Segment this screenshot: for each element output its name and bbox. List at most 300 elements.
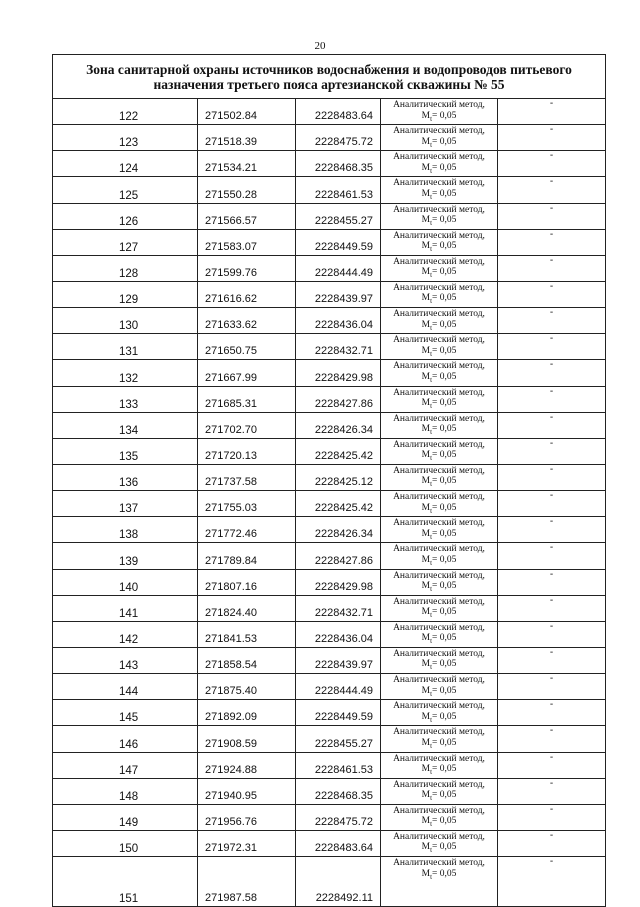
x-coordinate-cell: 271892.09 [198,700,296,726]
point-number-cell: 146 [53,726,198,752]
y-coordinate-cell: 2228455.27 [296,203,381,229]
method-cell [381,543,498,569]
accuracy-value: = 0,05 [432,816,457,827]
accuracy-value: = 0,05 [432,162,457,173]
point-number-cell: 148 [53,778,198,804]
accuracy-symbol: М [421,371,431,382]
x-coordinate-cell: 271550.28 [198,177,296,203]
accuracy-symbol: М [421,685,431,696]
y-coordinate-cell: 2228475.72 [296,125,381,151]
method-name: Аналитический метод, [393,230,485,241]
x-coordinate-cell: 271875.40 [198,674,296,700]
point-number-cell: 123 [53,125,198,151]
table-row [53,700,606,726]
accuracy-subscript: t [430,767,433,776]
accuracy-value: = 0,05 [432,659,457,670]
method-name: Аналитический метод, [393,622,485,633]
extra-cell: - [498,360,606,386]
method-name: Аналитический метод, [393,779,485,790]
y-coordinate-cell: 2228432.71 [296,334,381,360]
x-coordinate-cell: 271755.03 [198,491,296,517]
x-coordinate-cell: 271841.53 [198,621,296,647]
accuracy-subscript: t [430,558,433,567]
table-row [53,647,606,673]
extra-cell: - [498,491,606,517]
accuracy-symbol: М [421,607,431,618]
method-cell [381,700,498,726]
extra-cell: - [498,726,606,752]
accuracy-subscript: t [430,271,433,280]
method-name: Аналитический метод, [393,282,485,293]
extra-cell: - [498,464,606,490]
accuracy-value: = 0,05 [432,241,457,252]
accuracy-subscript: t [430,820,433,829]
accuracy-subscript: t [430,532,433,541]
method-cell [381,203,498,229]
accuracy-symbol: М [421,188,431,199]
method-name: Аналитический метод, [393,413,485,424]
accuracy-value: = 0,05 [432,581,457,592]
page-number: 20 [314,40,326,52]
accuracy-subscript: t [430,401,433,410]
y-coordinate-cell: 2228449.59 [296,700,381,726]
x-coordinate-cell: 271858.54 [198,647,296,673]
table-row [53,438,606,464]
y-coordinate-cell: 2228444.49 [296,674,381,700]
accuracy-subscript: t [430,611,433,620]
x-coordinate-cell: 271737.58 [198,464,296,490]
method-name: Аналитический метод, [393,544,485,555]
extra-cell: - [498,412,606,438]
method-cell [381,360,498,386]
method-name: Аналитический метод, [393,256,485,267]
point-number-cell: 134 [53,412,198,438]
table-row [53,229,606,255]
accuracy-subscript: t [430,715,433,724]
y-coordinate-cell: 2228444.49 [296,255,381,281]
method-accuracy [381,372,497,385]
x-coordinate-cell: 271940.95 [198,778,296,804]
y-coordinate-cell: 2228483.64 [296,99,381,125]
point-number-cell: 129 [53,281,198,307]
accuracy-symbol: М [421,816,431,827]
y-coordinate-cell: 2228426.34 [296,412,381,438]
accuracy-subscript: t [430,872,433,881]
accuracy-value: = 0,05 [432,110,457,121]
x-coordinate-cell: 271720.13 [198,438,296,464]
accuracy-value: = 0,05 [432,424,457,435]
method-cell [381,569,498,595]
method-accuracy [381,503,497,516]
x-coordinate-cell: 271599.76 [198,255,296,281]
method-cell [381,281,498,307]
method-accuracy [381,790,497,803]
method-name: Аналитический метод, [393,753,485,764]
table-row [53,778,606,804]
y-coordinate-cell: 2228425.42 [296,491,381,517]
method-accuracy [381,398,497,411]
accuracy-subscript: t [430,166,433,175]
table-row [53,334,606,360]
point-number-cell: 135 [53,438,198,464]
x-coordinate-cell: 271789.84 [198,543,296,569]
point-number-cell: 151 [53,857,198,907]
extra-cell: - [498,334,606,360]
method-cell [381,830,498,856]
y-coordinate-cell: 2228436.04 [296,621,381,647]
method-cell [381,647,498,673]
accuracy-value: = 0,05 [432,607,457,618]
accuracy-value: = 0,05 [432,398,457,409]
accuracy-value: = 0,05 [432,790,457,801]
x-coordinate-cell: 271566.57 [198,203,296,229]
table-row [53,308,606,334]
method-accuracy [381,163,497,176]
method-name: Аналитический метод, [393,100,485,110]
method-cell [381,308,498,334]
table-row [53,857,606,907]
table-row [53,177,606,203]
table-row [53,595,606,621]
point-number-cell: 138 [53,517,198,543]
y-coordinate-cell: 2228468.35 [296,151,381,177]
method-name: Аналитический метод, [393,309,485,320]
accuracy-value: = 0,05 [432,267,457,278]
accuracy-subscript: t [430,480,433,489]
x-coordinate-cell: 271956.76 [198,804,296,830]
y-coordinate-cell: 2228439.97 [296,281,381,307]
accuracy-subscript: t [430,663,433,672]
extra-cell: - [498,778,606,804]
y-coordinate-cell: 2228475.72 [296,804,381,830]
accuracy-subscript: t [430,506,433,515]
x-coordinate-cell: 271987.58 [198,857,296,907]
x-coordinate-cell: 271616.62 [198,281,296,307]
extra-cell: - [498,438,606,464]
method-name: Аналитический метод, [393,387,485,398]
x-coordinate-cell: 271583.07 [198,229,296,255]
accuracy-symbol: М [421,450,431,461]
accuracy-value: = 0,05 [432,737,457,748]
method-cell [381,621,498,647]
accuracy-subscript: t [430,741,433,750]
accuracy-subscript: t [430,794,433,803]
point-number-cell: 139 [53,543,198,569]
extra-cell: - [498,752,606,778]
accuracy-subscript: t [430,192,433,201]
method-cell [381,334,498,360]
point-number-cell: 122 [53,99,198,125]
accuracy-symbol: М [421,554,431,565]
extra-cell: - [498,804,606,830]
table-row [53,125,606,151]
method-accuracy [381,137,497,150]
accuracy-symbol: М [421,345,431,356]
extra-cell: - [498,857,606,907]
table-row [53,203,606,229]
method-cell [381,151,498,177]
method-name: Аналитический метод, [393,152,485,163]
accuracy-value: = 0,05 [432,502,457,513]
x-coordinate-cell: 271702.70 [198,412,296,438]
method-name: Аналитический метод, [393,570,485,581]
method-cell [381,99,498,125]
y-coordinate-cell: 2228425.42 [296,438,381,464]
accuracy-subscript: t [430,323,433,332]
extra-cell: - [498,830,606,856]
extra-cell: - [498,386,606,412]
y-coordinate-cell: 2228425.12 [296,464,381,490]
accuracy-value: = 0,05 [432,764,457,775]
accuracy-value: = 0,05 [432,528,457,539]
extra-cell: - [498,125,606,151]
x-coordinate-cell: 271924.88 [198,752,296,778]
y-coordinate-cell: 2228429.98 [296,569,381,595]
accuracy-value: = 0,05 [432,685,457,696]
method-accuracy [381,555,497,568]
method-accuracy [381,659,497,672]
method-name: Аналитический метод, [393,465,485,476]
accuracy-symbol: М [421,764,431,775]
table-row [53,360,606,386]
method-cell [381,125,498,151]
method-cell [381,229,498,255]
method-accuracy [381,738,497,751]
y-coordinate-cell: 2228455.27 [296,726,381,752]
method-cell [381,255,498,281]
point-number-cell: 137 [53,491,198,517]
accuracy-symbol: М [421,319,431,330]
table-row [53,255,606,281]
method-accuracy [381,111,497,124]
x-coordinate-cell: 271824.40 [198,595,296,621]
point-number-cell: 126 [53,203,198,229]
x-coordinate-cell: 271534.21 [198,151,296,177]
y-coordinate-cell: 2228449.59 [296,229,381,255]
accuracy-value: = 0,05 [432,711,457,722]
method-cell [381,386,498,412]
method-cell [381,804,498,830]
table-row [53,517,606,543]
point-number-cell: 130 [53,308,198,334]
point-number-cell: 141 [53,595,198,621]
y-coordinate-cell: 2228427.86 [296,386,381,412]
method-accuracy [381,816,497,829]
method-cell [381,517,498,543]
method-accuracy [381,346,497,359]
table-row [53,621,606,647]
accuracy-subscript: t [430,454,433,463]
table-row [53,726,606,752]
x-coordinate-cell: 271650.75 [198,334,296,360]
method-accuracy [381,686,497,699]
extra-cell: - [498,151,606,177]
accuracy-value: = 0,05 [432,345,457,356]
accuracy-symbol: М [421,215,431,226]
accuracy-subscript: t [430,637,433,646]
method-cell [381,412,498,438]
accuracy-subscript: t [430,428,433,437]
method-name: Аналитический метод, [393,335,485,346]
accuracy-symbol: М [421,633,431,644]
accuracy-value: = 0,05 [432,215,457,226]
method-accuracy [381,215,497,228]
method-accuracy [381,581,497,594]
method-name: Аналитический метод, [393,178,485,189]
extra-cell: - [498,621,606,647]
y-coordinate-cell: 2228483.64 [296,830,381,856]
x-coordinate-cell: 271667.99 [198,360,296,386]
method-accuracy [381,633,497,646]
y-coordinate-cell: 2228426.34 [296,517,381,543]
method-cell [381,674,498,700]
extra-cell: - [498,281,606,307]
table-row [53,569,606,595]
x-coordinate-cell: 271972.31 [198,830,296,856]
accuracy-symbol: М [421,581,431,592]
table-row [53,281,606,307]
method-name: Аналитический метод, [393,858,485,869]
method-name: Аналитический метод, [393,805,485,816]
point-number-cell: 124 [53,151,198,177]
point-number-cell: 147 [53,752,198,778]
point-number-cell: 144 [53,674,198,700]
y-coordinate-cell: 2228468.35 [296,778,381,804]
method-accuracy [381,189,497,202]
method-name: Аналитический метод, [393,831,485,842]
table-title-row [53,55,606,99]
accuracy-symbol: М [421,737,431,748]
point-number-cell: 133 [53,386,198,412]
method-name: Аналитический метод, [393,701,485,712]
method-accuracy [381,424,497,437]
table-row [53,804,606,830]
method-accuracy [381,842,497,855]
table-row [53,386,606,412]
y-coordinate-cell: 2228436.04 [296,308,381,334]
accuracy-symbol: М [421,293,431,304]
extra-cell: - [498,569,606,595]
x-coordinate-cell: 271633.62 [198,308,296,334]
y-coordinate-cell: 2228492.11 [296,857,381,907]
accuracy-subscript: t [430,846,433,855]
method-cell [381,464,498,490]
x-coordinate-cell: 271685.31 [198,386,296,412]
accuracy-value: = 0,05 [432,136,457,147]
method-cell [381,726,498,752]
extra-cell: - [498,255,606,281]
point-number-cell: 132 [53,360,198,386]
coordinates-table [52,54,606,907]
table-row [53,752,606,778]
accuracy-value: = 0,05 [432,319,457,330]
accuracy-symbol: М [421,842,431,853]
accuracy-subscript: t [430,140,433,149]
x-coordinate-cell: 271518.39 [198,125,296,151]
method-cell [381,857,498,907]
method-accuracy [381,320,497,333]
accuracy-subscript: t [430,349,433,358]
accuracy-symbol: М [421,424,431,435]
method-name: Аналитический метод, [393,126,485,137]
table-row [53,464,606,490]
y-coordinate-cell: 2228427.86 [296,543,381,569]
method-accuracy [381,869,497,882]
table-row [53,412,606,438]
accuracy-subscript: t [430,114,433,123]
x-coordinate-cell: 271502.84 [198,99,296,125]
method-cell [381,177,498,203]
method-name: Аналитический метод, [393,675,485,686]
accuracy-symbol: М [421,110,431,121]
point-number-cell: 142 [53,621,198,647]
method-name: Аналитический метод, [393,727,485,738]
method-accuracy [381,529,497,542]
accuracy-symbol: М [421,659,431,670]
point-number-cell: 140 [53,569,198,595]
method-accuracy [381,607,497,620]
accuracy-symbol: М [421,868,431,879]
method-accuracy [381,241,497,254]
accuracy-symbol: М [421,398,431,409]
point-number-cell: 131 [53,334,198,360]
point-number-cell: 145 [53,700,198,726]
table-row [53,151,606,177]
point-number-cell: 149 [53,804,198,830]
x-coordinate-cell: 271807.16 [198,569,296,595]
method-name: Аналитический метод, [393,648,485,659]
extra-cell: - [498,700,606,726]
method-accuracy [381,293,497,306]
accuracy-value: = 0,05 [432,554,457,565]
method-cell [381,778,498,804]
extra-cell: - [498,674,606,700]
point-number-cell: 125 [53,177,198,203]
extra-cell: - [498,308,606,334]
extra-cell: - [498,595,606,621]
method-accuracy [381,476,497,489]
accuracy-value: = 0,05 [432,293,457,304]
method-accuracy [381,712,497,725]
method-name: Аналитический метод, [393,596,485,607]
method-accuracy [381,267,497,280]
extra-cell: - [498,229,606,255]
accuracy-symbol: М [421,136,431,147]
accuracy-symbol: М [421,162,431,173]
method-name: Аналитический метод, [393,361,485,372]
accuracy-subscript: t [430,245,433,254]
point-number-cell: 128 [53,255,198,281]
accuracy-value: = 0,05 [432,868,457,879]
method-name: Аналитический метод, [393,518,485,529]
table-row [53,674,606,700]
accuracy-value: = 0,05 [432,188,457,199]
point-number-cell: 127 [53,229,198,255]
extra-cell: - [498,517,606,543]
accuracy-value: = 0,05 [432,476,457,487]
accuracy-value: = 0,05 [432,371,457,382]
y-coordinate-cell: 2228461.53 [296,177,381,203]
accuracy-value: = 0,05 [432,450,457,461]
y-coordinate-cell: 2228461.53 [296,752,381,778]
accuracy-symbol: М [421,476,431,487]
accuracy-subscript: t [430,375,433,384]
accuracy-symbol: М [421,267,431,278]
method-cell [381,752,498,778]
accuracy-symbol: М [421,241,431,252]
table-title: Зона санитарной охраны источников водоснабжения и водопроводов питьевого назначения третьего пояса артезианской скважины № 55 [53,55,606,99]
point-number-cell: 143 [53,647,198,673]
